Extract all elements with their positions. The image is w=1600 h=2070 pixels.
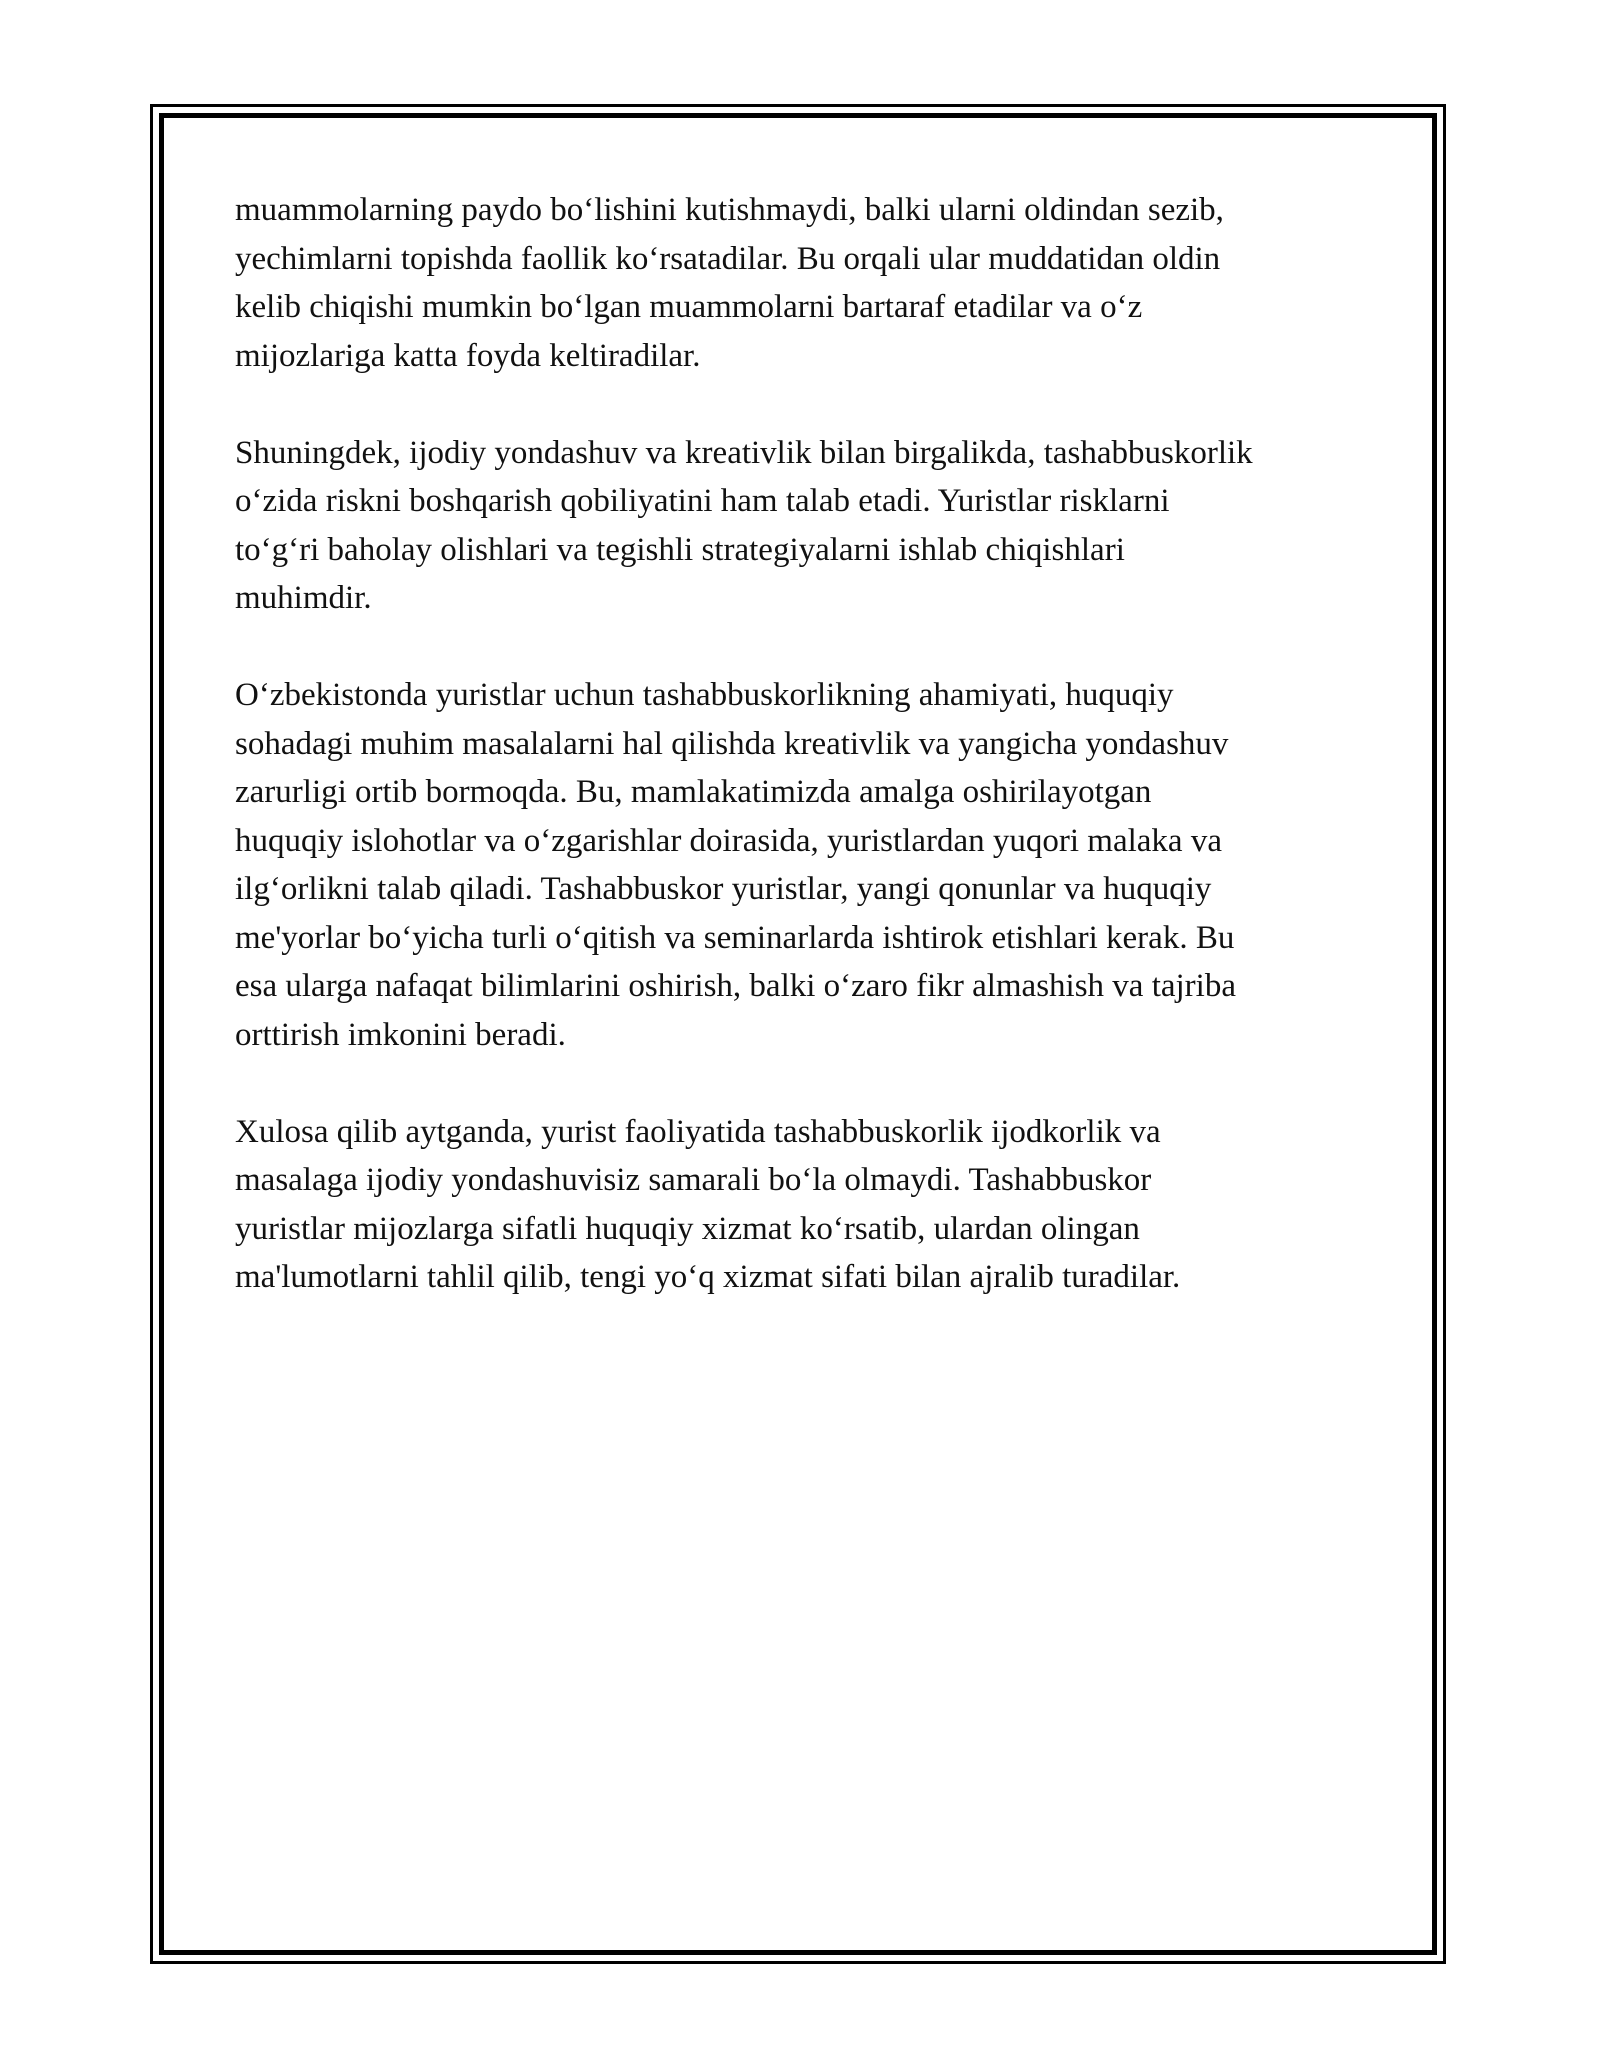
paragraph-4: Xulosa qilib aytganda, yurist faoliyatida tashabbuskorlik ijodkorlik va masalaga ijodiy yondashuvisiz samarali bo‘la olmaydi. Tashabbuskor yuristlar mijozlarga sifatli huquqiy xizmat ko‘rsatib, ulardan olingan ma'lumotlarni tahlil qilib, tengi yo‘q xizmat sifati bilan ajralib turadilar. xyxy=(235,1113,1181,1295)
paragraph-1: muammolarning paydo bo‘lishini kutishmaydi, balki ularni oldindan sezib, yechimlarni topishda faollik ko‘rsatadilar. Bu orqali ular muddatidan oldin kelib chiqishi mumkin bo‘lgan muammolarni bartaraf etadilar va o‘z mijozlariga katta foyda keltiradilar. xyxy=(235,192,1224,374)
paragraph-2: Shuningdek, ijodiy yondashuv va kreativlik bilan birgalikda, tashabbuskorlik o‘zida riskni boshqarish qobiliyatini ham talab etadi. Yuristlar risklarni to‘g‘ri baholay olishlari va tegishli strategiyalarni ishlab chiqishlari muhimdir. xyxy=(235,434,1253,616)
paragraph-3: O‘zbekistonda yuristlar uchun tashabbuskorlikning ahamiyati, huquqiy sohadagi muhim masalalarni hal qilishda kreativlik va yangicha yondashuv zarurligi ortib bormoqda. Bu, mamlakatimizda amalga oshirilayotgan huquqiy islohotlar va o‘zgarishlar doirasida, yuristlardan yuqori malaka va ilg‘orlikni talab qiladi. Tashabbuskor yuristlar, yangi qonunlar va huquqiy me'yorlar bo‘yicha turli o‘qitish va seminarlarda ishtirok etishlari kerak. Bu esa ularga nafaqat bilimlarini oshirish, balki o‘zaro fikr almashish va tajriba orttirish imkonini beradi. xyxy=(235,677,1236,1053)
document-body xyxy=(235,186,1385,1350)
